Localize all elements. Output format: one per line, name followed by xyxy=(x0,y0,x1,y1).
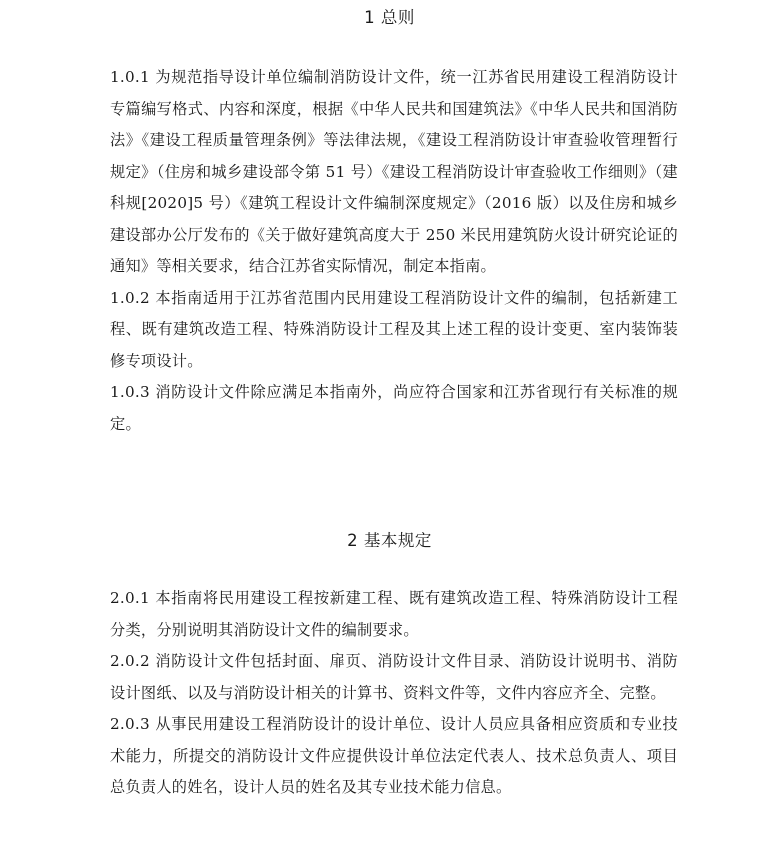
clause-1-0-3: 1.0.3 消防设计文件除应满足本指南外，尚应符合国家和江苏省现行有关标准的规定。 xyxy=(110,383,678,433)
clause-2-0-3: 2.0.3 从事民用建设工程消防设计的设计单位、设计人员应具备相应资质和专业技术能力，所提交的消防设计文件应提供设计单位法定代表人、技术总负责人、项目总负责人的姓名，设计人员的姓名及其专业技术能力信息。 xyxy=(110,715,678,796)
clause-1-0-2: 1.0.2 本指南适用于江苏省范围内民用建设工程消防设计文件的编制，包括新建工程、既有建筑改造工程、特殊消防设计工程及其上述工程的设计变更、室内装饰装修专项设计。 xyxy=(110,288,678,370)
clause-1-0-1: 1.0.1 为规范指导设计单位编制消防设计文件，统一江苏省民用建设工程消防设计专篇编写格式、内容和深度，根据《中华人民共和国建筑法》《中华人民共和国消防法》《建设工程质量管理条例》等法律法规，《建设工程消防设计审查验收管理暂行规定》（住房和城乡建设部令第 51 号）《建设工程消防设计审查验收工作细则》（建科规[2020]5 号）《建筑工程设计文件编制深度规定》（2016 版）以及住房和城乡建设部办公厅发布的《关于做好建筑高度大于 250 米民用建筑防火设计研究论证的通知》等相关要求，结合江苏省实际情况，制定本指南。 xyxy=(110,68,678,275)
clause-2-0-1: 2.0.1 本指南将民用建设工程按新建工程、既有建筑改造工程、特殊消防设计工程分类，分别说明其消防设计文件的编制要求。 xyxy=(110,589,678,639)
section-1-title: 1 总则 xyxy=(364,8,415,27)
section-2-body xyxy=(110,583,678,804)
clause-2-0-2: 2.0.2 消防设计文件包括封面、扉页、消防设计文件目录、消防设计说明书、消防设计图纸、以及与消防设计相关的计算书、资料文件等，文件内容应齐全、完整。 xyxy=(110,652,678,702)
section-1-body xyxy=(110,62,678,440)
section-2-title: 2 基本规定 xyxy=(347,531,432,550)
